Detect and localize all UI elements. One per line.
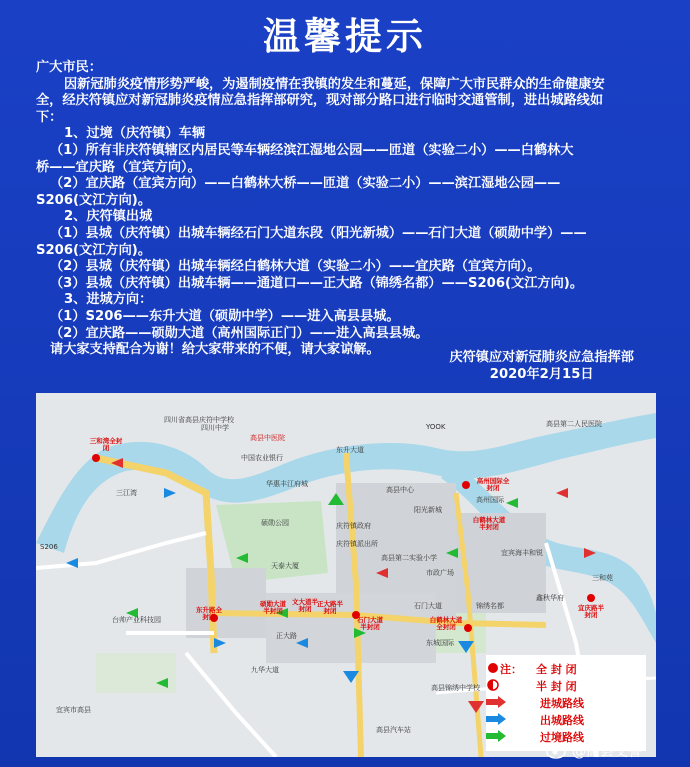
map-label: YOOK xyxy=(426,423,446,431)
section-2-item-2: （2）县城（庆符镇）出城车辆经白鹤林大道（实验二小）——宜庆路（宜宾方向）。 xyxy=(50,259,541,275)
intro-line-3: 下： xyxy=(36,109,63,125)
map-label: 中国农业银行 xyxy=(241,454,283,462)
closure-label: 文大道半封闭 xyxy=(292,598,318,613)
notice-body xyxy=(36,60,666,359)
section-3-item-2: （2）宜庆路——硕勋大道（高州国际正门）——进入高县县城。 xyxy=(50,325,429,341)
closure-label: 白鹤林大道全封闭 xyxy=(429,616,463,631)
transit-arrow-icon xyxy=(486,730,506,742)
map-label: 高县中心 xyxy=(386,486,414,494)
map-label: 三和苑 xyxy=(592,574,613,582)
closure-label: 三和湾全封闭 xyxy=(89,437,123,452)
section-2-title: 2、庆符镇出城 xyxy=(64,209,153,225)
section-1-item-2b: S206(文江方向)。 xyxy=(36,192,152,208)
legend-transit: 过境路线 xyxy=(540,731,584,744)
map-label: 阳光新城 xyxy=(414,506,442,514)
map-label: 锦绣名都 xyxy=(476,602,504,610)
section-1-item-1a: （1）所有非庆符镇辖区内居民等车辆经滨江湿地公园——匝道（实验二小）——白鹤林大 xyxy=(50,142,574,158)
half-closure-icon xyxy=(486,679,500,691)
map-label: 高县第二人民医院 xyxy=(546,420,602,428)
inbound-arrow-icon xyxy=(486,696,506,708)
map-label: 宜宾海丰和锐 xyxy=(501,549,543,557)
map-label: 九华大道 xyxy=(251,666,279,674)
section-1-item-1b: 桥——宜庆路（宜宾方向）。 xyxy=(36,159,201,175)
closure-label: 宜庆路半封闭 xyxy=(578,604,604,619)
section-2-item-1b: S206(文江方向)。 xyxy=(36,242,152,258)
map-label: 硕勋公园 xyxy=(261,519,289,527)
map-label: 石门大道 xyxy=(414,602,442,610)
map-label: 正大路 xyxy=(276,632,297,640)
map-label: 宜宾市高县 xyxy=(56,706,91,714)
map-label: 东城国际 xyxy=(426,639,454,647)
traffic-map xyxy=(36,393,656,757)
section-2-item-1a: （1）县城（庆符镇）出城车辆经石门大道东段（阳光新城）——石门大道（硕勋中学）—— xyxy=(50,225,587,241)
section-3-item-1: （1）S206——东升大道（硕勋中学）——进入高县县城。 xyxy=(50,308,400,324)
legend-note: 注： xyxy=(500,663,522,676)
map-label: 高县汽车站 xyxy=(376,726,411,734)
legend-inbound: 进城路线 xyxy=(540,697,584,710)
intro-line-2: 全，经庆符镇应对新冠肺炎疫情应急指挥部研究，现对部分路口进行临时交通管制，进出城路线如 xyxy=(36,93,604,109)
signature-block xyxy=(449,349,634,383)
map-label: 四川中学 xyxy=(201,424,229,432)
signature: 庆符镇应对新冠肺炎应急指挥部 xyxy=(449,350,634,365)
section-1-title: 1、过境（庆符镇）车辆 xyxy=(64,126,206,142)
map-label: 市政广场 xyxy=(426,569,454,577)
map-label: 三江湾 xyxy=(116,489,137,497)
map-label: 天泰大厦 xyxy=(271,562,299,570)
closure-label: 石门大道半封闭 xyxy=(357,616,383,631)
section-3-title: 3、进城方向： xyxy=(64,292,153,308)
map-label: 鑫秋华府 xyxy=(536,594,564,602)
closure-label: 正大路半封闭 xyxy=(317,600,343,615)
map-label: 高县中医院 xyxy=(250,434,285,442)
map-label: 高县锦绣中学校 xyxy=(431,684,480,692)
closure-label: 白鹤林大道半封闭 xyxy=(472,516,506,531)
section-1-item-2a: （2）宜庆路（宜宾方向）——白鹤林大桥——匝道（实验二小）——滨江湿地公园—— xyxy=(50,176,561,192)
closing-text: 请大家支持配合为谢！给大家带来的不便，请大家谅解。 xyxy=(50,342,380,358)
map-label: 高州国际 xyxy=(476,496,504,504)
outbound-arrow-icon xyxy=(486,713,506,725)
section-2-item-3: （3）县城（庆符镇）出城车辆——通道口——正大路（锦绣名都）——S206(文江方向)。 xyxy=(50,275,584,291)
map-label: S206 xyxy=(40,543,58,551)
poster-title: 温馨提示 xyxy=(263,15,427,58)
legend-full-closure: 全 封 闭 xyxy=(536,663,577,676)
map-label: 庆符镇派出所 xyxy=(336,540,378,548)
greeting: 广大市民： xyxy=(36,60,102,75)
closure-label: 东升路全封闭 xyxy=(196,606,222,621)
date: 2020年2月15日 xyxy=(489,367,594,382)
legend-outbound: 出城路线 xyxy=(540,714,584,727)
legend-half-closure: 半 封 闭 xyxy=(536,680,577,693)
closure-label: 高州国际全封闭 xyxy=(476,477,510,492)
weibo-icon xyxy=(546,741,568,759)
map-label: 四川省高县庆符中学校 xyxy=(164,416,234,424)
map-label: 东升大道 xyxy=(336,446,364,454)
closure-label: 硕勋大道半封闭 xyxy=(260,600,286,615)
map-legend xyxy=(486,655,646,751)
full-closure-icon xyxy=(486,662,500,674)
map-label: 庆符镇政府 xyxy=(336,522,371,530)
map-label: 华惠丰江府城 xyxy=(266,480,308,488)
watermark: @高县交警 xyxy=(572,744,642,760)
map-label: 台帅产业科技园 xyxy=(112,616,161,624)
intro-line-1: 因新冠肺炎疫情形势严峻，为遏制疫情在我镇的发生和蔓延，保障广大市民群众的生命健康安 xyxy=(64,76,605,92)
map-label: 高县第二实验小学 xyxy=(381,554,437,562)
